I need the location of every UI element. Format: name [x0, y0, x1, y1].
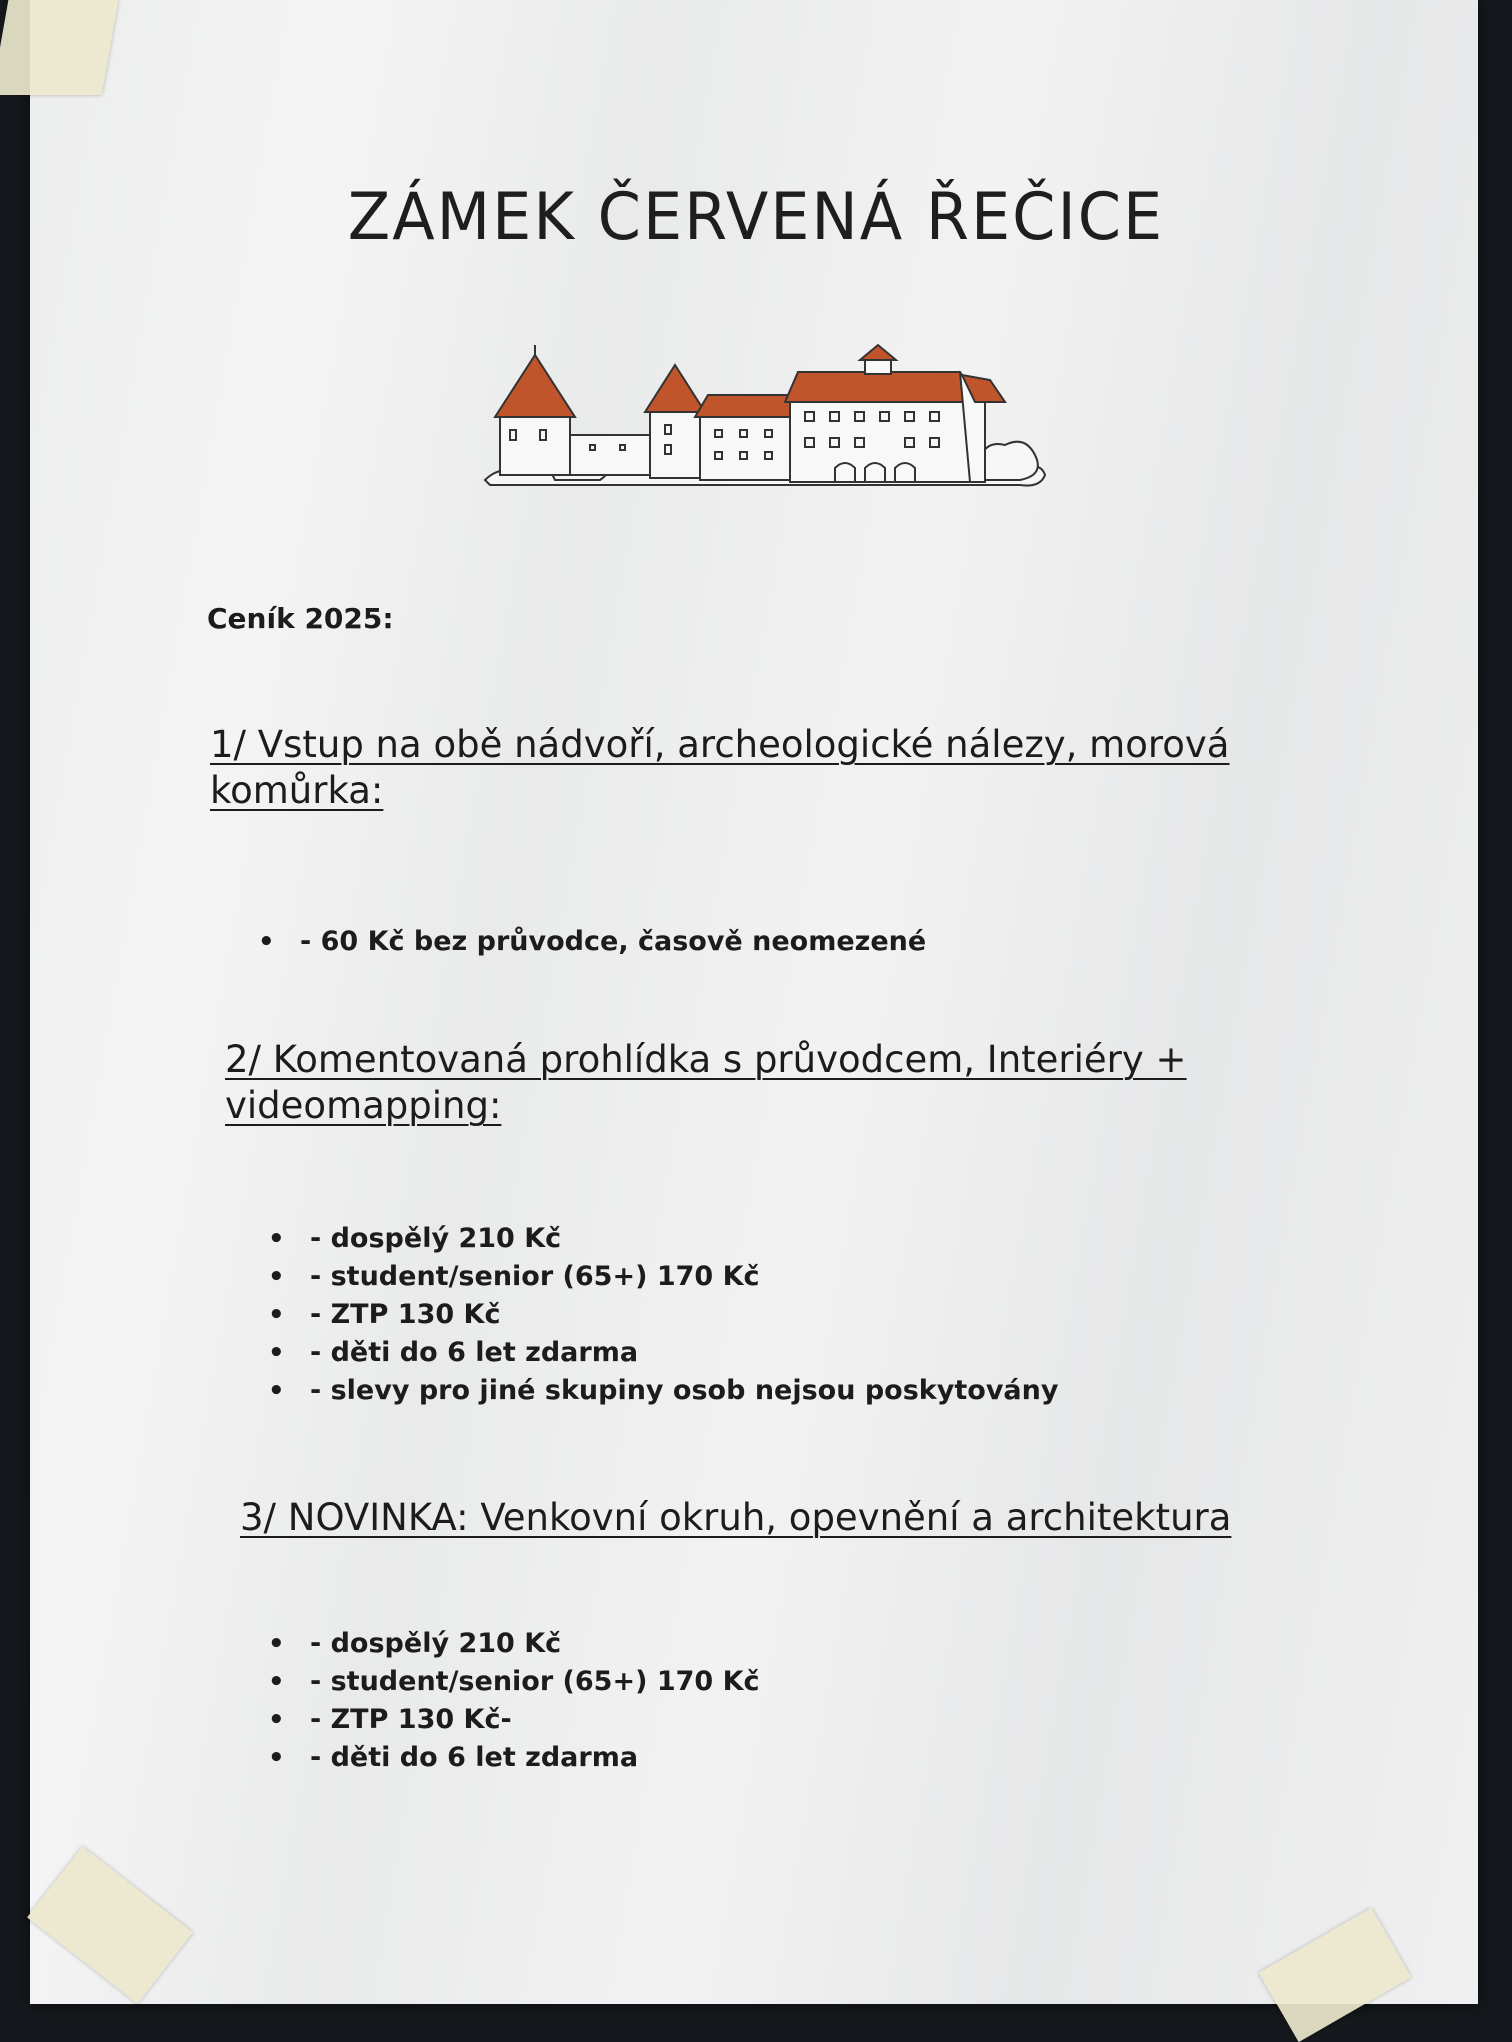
list-item: • - děti do 6 let zdarma — [268, 1334, 1058, 1372]
section-heading-3: 3/ NOVINKA: Venkovní okruh, opevnění a architektura — [240, 1496, 1232, 1539]
tape-top-left — [0, 0, 118, 95]
list-item: • - 60 Kč bez průvodce, časově neomezené — [258, 923, 926, 961]
price-list-label: Ceník 2025: — [207, 602, 394, 635]
list-item: • - dospělý 210 Kč — [268, 1220, 1058, 1258]
list-item: • - ZTP 130 Kč — [268, 1296, 1058, 1334]
section-heading-1: 1/ Vstup na obě nádvoří, archeologické nálezy, morová komůrka: — [210, 723, 1230, 813]
list-item: • - student/senior (65+) 170 Kč — [268, 1258, 1058, 1296]
section-2-list — [268, 1220, 1058, 1410]
section-3-list — [268, 1625, 760, 1777]
list-item: • - slevy pro jiné skupiny osob nejsou poskytovány — [268, 1372, 1058, 1410]
list-item: • - děti do 6 let zdarma — [268, 1739, 760, 1777]
list-item: • - student/senior (65+) 170 Kč — [268, 1663, 760, 1701]
list-item: • - ZTP 130 Kč- — [268, 1701, 760, 1739]
page-title: ZÁMEK ČERVENÁ ŘEČICE — [347, 178, 1165, 255]
castle-drawing-icon — [480, 340, 1050, 490]
section-heading-2: 2/ Komentovaná prohlídka s průvodcem, Interiéry + videomapping: — [225, 1038, 1187, 1128]
section-1-list — [258, 923, 926, 961]
list-item: • - dospělý 210 Kč — [268, 1625, 760, 1663]
